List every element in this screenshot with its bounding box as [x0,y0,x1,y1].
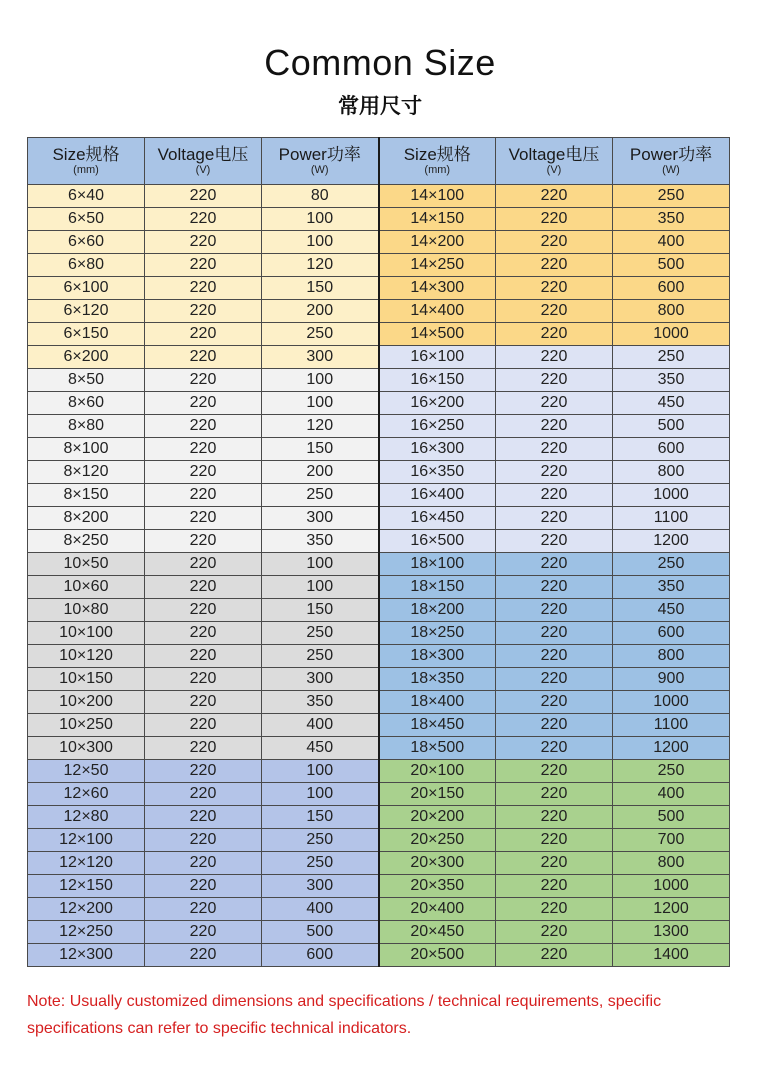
table-row [28,829,730,852]
right-voltage-cell: 220 [496,323,613,346]
right-size-cell: 20×150 [379,783,496,806]
right-size-cell: 16×150 [379,369,496,392]
right-size-cell: 14×500 [379,323,496,346]
left-size-cell: 6×200 [28,346,145,369]
left-size-cell: 12×50 [28,760,145,783]
right-power-cell: 500 [613,806,730,829]
left-size-cell: 12×250 [28,921,145,944]
right-size-cell: 20×400 [379,898,496,921]
right-size-cell: 16×400 [379,484,496,507]
header-unit: (mm) [73,164,99,176]
left-voltage-cell: 220 [145,300,262,323]
left-size-cell: 6×60 [28,231,145,254]
right-power-cell: 1000 [613,484,730,507]
right-power-cell: 1100 [613,507,730,530]
header-label: Power功率 [629,145,713,164]
left-size-cell: 10×80 [28,599,145,622]
right-power-cell: 250 [613,185,730,208]
customization-note: Note: Usually customized dimensions and specifications / technical requirements, specific specifications can refer to specific technical indicators. [27,993,662,1037]
left-size-cell: 12×150 [28,875,145,898]
left-size-cell: 12×200 [28,898,145,921]
table-row [28,507,730,530]
header-label: Size规格 [403,145,471,164]
left-size-cell: 12×300 [28,944,145,967]
table-row [28,254,730,277]
table-row [28,576,730,599]
right-size-cell: 18×350 [379,668,496,691]
left-voltage-cell: 220 [145,369,262,392]
right-power-cell: 400 [613,783,730,806]
header-voltage-right [496,138,613,185]
table-row [28,300,730,323]
right-power-cell: 1000 [613,875,730,898]
right-voltage-cell: 220 [496,806,613,829]
right-power-cell: 500 [613,415,730,438]
left-voltage-cell: 220 [145,530,262,553]
table-row [28,231,730,254]
left-size-cell: 6×100 [28,277,145,300]
right-voltage-cell: 220 [496,208,613,231]
right-size-cell: 16×300 [379,438,496,461]
right-voltage-cell: 220 [496,415,613,438]
right-voltage-cell: 220 [496,921,613,944]
right-size-cell: 20×200 [379,806,496,829]
right-power-cell: 800 [613,300,730,323]
table-row [28,668,730,691]
left-voltage-cell: 220 [145,415,262,438]
left-power-cell: 450 [262,737,379,760]
left-size-cell: 8×100 [28,438,145,461]
right-size-cell: 16×200 [379,392,496,415]
left-size-cell: 6×150 [28,323,145,346]
left-voltage-cell: 220 [145,392,262,415]
left-voltage-cell: 220 [145,829,262,852]
table-row [28,392,730,415]
table-row [28,760,730,783]
left-size-cell: 10×60 [28,576,145,599]
left-voltage-cell: 220 [145,691,262,714]
left-power-cell: 250 [262,852,379,875]
header-size-left [28,138,145,185]
right-power-cell: 800 [613,852,730,875]
left-power-cell: 150 [262,277,379,300]
right-voltage-cell: 220 [496,553,613,576]
left-power-cell: 200 [262,461,379,484]
right-size-cell: 16×500 [379,530,496,553]
table-row [28,277,730,300]
left-size-cell: 6×40 [28,185,145,208]
right-size-cell: 16×350 [379,461,496,484]
right-voltage-cell: 220 [496,369,613,392]
left-power-cell: 400 [262,898,379,921]
right-size-cell: 20×500 [379,944,496,967]
left-voltage-cell: 220 [145,921,262,944]
table-row [28,645,730,668]
right-power-cell: 1200 [613,898,730,921]
right-size-cell: 18×300 [379,645,496,668]
right-power-cell: 1200 [613,530,730,553]
left-voltage-cell: 220 [145,461,262,484]
right-size-cell: 14×100 [379,185,496,208]
left-power-cell: 100 [262,760,379,783]
table-row [28,714,730,737]
left-voltage-cell: 220 [145,898,262,921]
left-size-cell: 8×120 [28,461,145,484]
header-power-left [262,138,379,185]
left-power-cell: 100 [262,576,379,599]
right-voltage-cell: 220 [496,645,613,668]
table-row [28,875,730,898]
left-voltage-cell: 220 [145,484,262,507]
right-power-cell: 1200 [613,737,730,760]
right-size-cell: 20×350 [379,875,496,898]
table-row [28,898,730,921]
left-size-cell: 10×300 [28,737,145,760]
table-row [28,461,730,484]
left-size-cell: 6×50 [28,208,145,231]
left-power-cell: 100 [262,369,379,392]
left-size-cell: 12×120 [28,852,145,875]
right-voltage-cell: 220 [496,185,613,208]
left-voltage-cell: 220 [145,346,262,369]
left-power-cell: 250 [262,323,379,346]
left-power-cell: 350 [262,691,379,714]
left-voltage-cell: 220 [145,323,262,346]
table-row [28,622,730,645]
right-size-cell: 20×250 [379,829,496,852]
left-power-cell: 150 [262,806,379,829]
table-header [28,138,730,185]
left-voltage-cell: 220 [145,645,262,668]
left-voltage-cell: 220 [145,277,262,300]
right-power-cell: 250 [613,553,730,576]
left-voltage-cell: 220 [145,599,262,622]
left-power-cell: 200 [262,300,379,323]
right-size-cell: 16×250 [379,415,496,438]
right-size-cell: 16×450 [379,507,496,530]
right-size-cell: 20×100 [379,760,496,783]
right-voltage-cell: 220 [496,783,613,806]
right-voltage-cell: 220 [496,530,613,553]
right-power-cell: 250 [613,346,730,369]
table-row [28,530,730,553]
left-size-cell: 12×80 [28,806,145,829]
left-size-cell: 12×60 [28,783,145,806]
left-power-cell: 250 [262,645,379,668]
left-power-cell: 300 [262,346,379,369]
header-unit: (W) [310,164,329,176]
right-voltage-cell: 220 [496,507,613,530]
left-size-cell: 8×150 [28,484,145,507]
header-unit: (V) [546,164,562,176]
page-subtitle: 常用尺寸 [338,94,422,118]
left-power-cell: 100 [262,208,379,231]
right-voltage-cell: 220 [496,254,613,277]
left-voltage-cell: 220 [145,875,262,898]
left-power-cell: 500 [262,921,379,944]
header-unit: (mm) [424,164,451,176]
header-unit: (W) [662,164,680,176]
right-voltage-cell: 220 [496,760,613,783]
right-voltage-cell: 220 [496,829,613,852]
left-voltage-cell: 220 [145,714,262,737]
right-size-cell: 14×150 [379,208,496,231]
page-title: Common Size [264,42,496,83]
left-voltage-cell: 220 [145,185,262,208]
left-power-cell: 80 [262,185,379,208]
left-voltage-cell: 220 [145,254,262,277]
right-power-cell: 600 [613,438,730,461]
right-size-cell: 14×400 [379,300,496,323]
left-size-cell: 6×120 [28,300,145,323]
header-label: Voltage电压 [508,145,600,164]
right-size-cell: 18×400 [379,691,496,714]
left-power-cell: 250 [262,484,379,507]
left-size-cell: 6×80 [28,254,145,277]
table-row [28,438,730,461]
left-size-cell: 10×250 [28,714,145,737]
right-size-cell: 14×250 [379,254,496,277]
right-power-cell: 900 [613,668,730,691]
left-size-cell: 8×80 [28,415,145,438]
table-row [28,783,730,806]
table-row [28,944,730,967]
header-voltage-left [145,138,262,185]
header-row [28,138,730,185]
left-power-cell: 600 [262,944,379,967]
left-power-cell: 250 [262,622,379,645]
left-size-cell: 8×50 [28,369,145,392]
table-row [28,691,730,714]
left-power-cell: 150 [262,438,379,461]
right-voltage-cell: 220 [496,944,613,967]
left-size-cell: 8×200 [28,507,145,530]
right-power-cell: 1100 [613,714,730,737]
table-row [28,599,730,622]
left-power-cell: 300 [262,875,379,898]
right-power-cell: 1000 [613,323,730,346]
right-voltage-cell: 220 [496,392,613,415]
left-voltage-cell: 220 [145,668,262,691]
left-power-cell: 400 [262,714,379,737]
right-size-cell: 16×100 [379,346,496,369]
left-voltage-cell: 220 [145,438,262,461]
left-size-cell: 8×60 [28,392,145,415]
right-voltage-cell: 220 [496,668,613,691]
left-voltage-cell: 220 [145,760,262,783]
right-voltage-cell: 220 [496,737,613,760]
size-spec-table [27,137,730,967]
right-power-cell: 600 [613,622,730,645]
left-power-cell: 150 [262,599,379,622]
left-size-cell: 12×100 [28,829,145,852]
table-row [28,208,730,231]
left-voltage-cell: 220 [145,208,262,231]
right-size-cell: 18×500 [379,737,496,760]
table-row [28,369,730,392]
left-size-cell: 10×200 [28,691,145,714]
right-power-cell: 1300 [613,921,730,944]
right-voltage-cell: 220 [496,346,613,369]
header-unit: (V) [195,164,211,176]
right-voltage-cell: 220 [496,576,613,599]
right-voltage-cell: 220 [496,875,613,898]
right-power-cell: 600 [613,277,730,300]
left-size-cell: 10×50 [28,553,145,576]
right-power-cell: 450 [613,392,730,415]
right-power-cell: 500 [613,254,730,277]
left-size-cell: 10×100 [28,622,145,645]
table-row [28,415,730,438]
left-power-cell: 100 [262,783,379,806]
right-power-cell: 350 [613,369,730,392]
left-power-cell: 100 [262,553,379,576]
header-label: Size规格 [52,145,120,164]
right-power-cell: 450 [613,599,730,622]
left-power-cell: 250 [262,829,379,852]
right-power-cell: 800 [613,645,730,668]
right-voltage-cell: 220 [496,691,613,714]
right-power-cell: 250 [613,760,730,783]
table-row [28,484,730,507]
right-voltage-cell: 220 [496,898,613,921]
header-power-right [613,138,730,185]
right-size-cell: 18×150 [379,576,496,599]
left-voltage-cell: 220 [145,507,262,530]
table-row [28,737,730,760]
right-power-cell: 1400 [613,944,730,967]
left-voltage-cell: 220 [145,944,262,967]
right-voltage-cell: 220 [496,852,613,875]
right-power-cell: 1000 [613,691,730,714]
header-label: Power功率 [278,145,361,164]
left-voltage-cell: 220 [145,806,262,829]
right-size-cell: 18×450 [379,714,496,737]
left-power-cell: 120 [262,254,379,277]
left-size-cell: 8×250 [28,530,145,553]
right-power-cell: 350 [613,208,730,231]
right-size-cell: 20×300 [379,852,496,875]
right-voltage-cell: 220 [496,484,613,507]
table-row [28,921,730,944]
table-row [28,852,730,875]
table-row [28,323,730,346]
right-voltage-cell: 220 [496,438,613,461]
table-row [28,346,730,369]
left-voltage-cell: 220 [145,231,262,254]
left-voltage-cell: 220 [145,576,262,599]
right-voltage-cell: 220 [496,599,613,622]
header-size-right [379,138,496,185]
table-body [28,185,730,967]
header-label: Voltage电压 [157,145,249,164]
left-power-cell: 300 [262,668,379,691]
right-power-cell: 350 [613,576,730,599]
right-voltage-cell: 220 [496,231,613,254]
table-row [28,806,730,829]
right-size-cell: 14×200 [379,231,496,254]
left-voltage-cell: 220 [145,622,262,645]
left-power-cell: 100 [262,231,379,254]
left-power-cell: 350 [262,530,379,553]
right-size-cell: 20×450 [379,921,496,944]
right-voltage-cell: 220 [496,461,613,484]
right-voltage-cell: 220 [496,277,613,300]
table-row [28,553,730,576]
right-size-cell: 14×300 [379,277,496,300]
left-voltage-cell: 220 [145,737,262,760]
left-power-cell: 120 [262,415,379,438]
right-size-cell: 18×100 [379,553,496,576]
table-row [28,185,730,208]
left-voltage-cell: 220 [145,852,262,875]
right-size-cell: 18×250 [379,622,496,645]
left-voltage-cell: 220 [145,553,262,576]
right-power-cell: 800 [613,461,730,484]
right-size-cell: 18×200 [379,599,496,622]
left-power-cell: 100 [262,392,379,415]
left-size-cell: 10×120 [28,645,145,668]
left-size-cell: 10×150 [28,668,145,691]
right-voltage-cell: 220 [496,714,613,737]
left-power-cell: 300 [262,507,379,530]
right-power-cell: 700 [613,829,730,852]
left-voltage-cell: 220 [145,783,262,806]
right-power-cell: 400 [613,231,730,254]
right-voltage-cell: 220 [496,300,613,323]
right-voltage-cell: 220 [496,622,613,645]
